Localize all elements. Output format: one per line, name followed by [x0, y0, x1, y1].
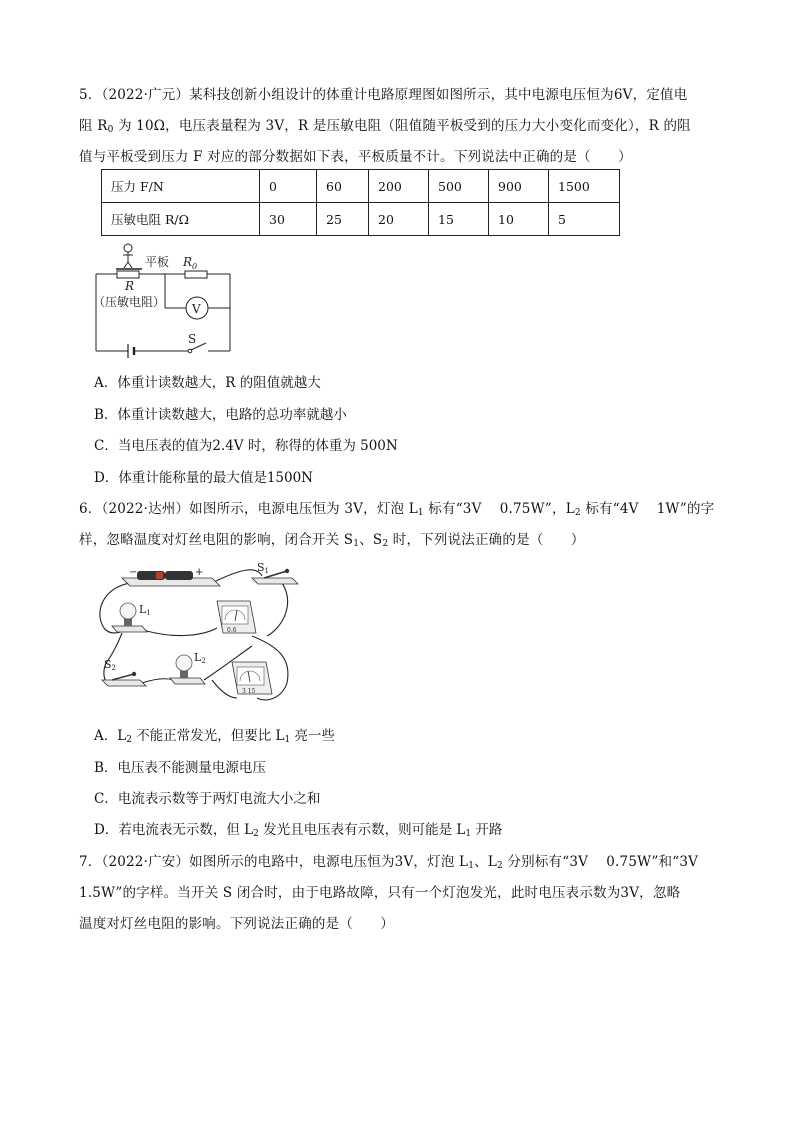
l1-sub: 1 [146, 609, 151, 617]
l1-label [139, 603, 151, 617]
q5-sub: 0 [107, 125, 114, 135]
table-cell: 0 [260, 170, 317, 203]
q7-stem-line1 [79, 850, 698, 871]
q6-option-c[interactable]: C．电流表示数等于两灯电流大小之和 [94, 791, 321, 807]
q5-option-b[interactable]: B．体重计读数越大，电路的总功率就越小 [94, 407, 347, 423]
q5-text: 阻 R [79, 118, 108, 134]
r-caption: （压敏电阻） [93, 295, 166, 309]
q6-option-text: 发光且电压表有示数，则可能是 L [258, 822, 466, 838]
q6-stem-line2 [79, 528, 585, 549]
q7-sub: 1 [468, 861, 475, 871]
person-head-icon [124, 244, 132, 252]
table-cell: 25 [317, 203, 369, 236]
r-label: R [125, 279, 135, 293]
q6-text: 6．（2022·达州）如图所示，电源电压恒为 3V，灯泡 L [79, 501, 418, 517]
q6-stem-line1 [79, 497, 714, 518]
battery-minus-label: − [129, 567, 138, 578]
table-row [102, 203, 620, 236]
q6-option-text: D．若电流表无示数，但 L [94, 822, 254, 838]
table-cell: 10 [489, 203, 549, 236]
table-cell: 60 [317, 170, 369, 203]
table-cell: 1500 [549, 170, 620, 203]
q6-option-text: 开路 [471, 822, 503, 838]
s1-label [257, 561, 269, 575]
table-cell: 5 [549, 203, 620, 236]
q7-text: 7．（2022·广安）如图所示的电路中，电源电压恒为3V，灯泡 L [79, 854, 469, 870]
r0-sub: 0 [192, 262, 198, 271]
q7-stem-line3: 温度对灯丝电阻的影响。下列说法正确的是（ ） [79, 916, 395, 932]
switch-label: S [188, 332, 197, 346]
q6-sub: 1 [353, 539, 360, 549]
q7-text: 分别标有“3V 0.75W”和“3V [502, 854, 699, 870]
q5-stem-line2 [79, 114, 691, 135]
table-cell: 30 [260, 203, 317, 236]
q6-option-d[interactable] [94, 818, 502, 839]
q6-option-sub: 2 [126, 735, 132, 745]
q6-sub: 2 [574, 508, 581, 518]
q7-text: 、L [474, 854, 497, 870]
table-row-label: 压敏电阻 R/Ω [102, 203, 260, 236]
q6-text: 、S [359, 532, 383, 548]
r0-label [182, 255, 197, 271]
l2-sub: 2 [201, 657, 206, 665]
l2-label [194, 651, 206, 665]
q6-option-sub: 1 [465, 829, 472, 839]
q6-option-sub: 1 [284, 735, 291, 745]
q6-option-a[interactable] [94, 724, 335, 745]
l1-letter: L [139, 603, 147, 616]
q6-text: 标有“3V 0.75W”，L [423, 501, 575, 517]
q6-option-text: 亮一些 [290, 728, 336, 744]
q6-option-text: A．L [94, 728, 127, 744]
table-cell: 500 [429, 170, 489, 203]
fixed-resistor-icon [185, 271, 207, 278]
q7-stem-line2: 1.5W”的字样。当开关 S 闭合时，由于电路故障，只有一个灯泡发光，此时电压表示数为3V，忽略 [79, 885, 681, 901]
q5-option-c[interactable]: C．当电压表的值为2.4V 时，称得的体重为 500N [94, 438, 398, 454]
r0-letter: R [183, 255, 193, 269]
table-cell: 200 [369, 170, 429, 203]
q5-option-a[interactable]: A．体重计读数越大，R 的阻值就越大 [94, 375, 321, 391]
table-cell: 900 [489, 170, 549, 203]
s1-letter: S [257, 561, 265, 574]
voltmeter-label: V [192, 302, 201, 316]
q6-option-sub: 2 [253, 829, 259, 839]
q6-text: 时，下列说法正确的是（ ） [388, 532, 585, 548]
scale-circuit-diagram [90, 240, 240, 358]
s2-sub: 2 [111, 664, 117, 672]
q6-sub: 1 [417, 508, 424, 518]
table-row [102, 170, 620, 203]
q5-option-d[interactable]: D．体重计能称量的最大值是1500N [94, 470, 313, 486]
q7-sub: 2 [497, 861, 503, 871]
table-cell: 20 [369, 203, 429, 236]
q6-option-b[interactable]: B．电压表不能测量电源电压 [94, 760, 266, 776]
table-row-label: 压力 F/N [102, 170, 260, 203]
battery-plus-label: + [195, 567, 204, 578]
q6-sub: 2 [382, 539, 389, 549]
q6-option-text: 不能正常发光，但要比 L [131, 728, 285, 744]
pressure-resistance-table [101, 169, 620, 236]
s1-sub: 1 [264, 567, 270, 575]
q5-stem-line1: 5．（2022·广元）某科技创新小组设计的体重计电路原理图如图所示，其中电源电压恒为6V，定值电 [79, 87, 688, 103]
switch-s2-icon [102, 672, 146, 686]
q6-text: 样，忽略温度对灯丝电阻的影响，闭合开关 S [79, 532, 354, 548]
q5-stem-line3: 值与平板受到压力 F 对应的部分数据如下表，平板质量不计。下列说法中正确的是（ ） [79, 149, 632, 165]
pressure-resistor-icon [117, 271, 139, 278]
s2-label [104, 658, 116, 672]
s2-letter: S [104, 658, 112, 671]
voltmeter-scale-label: 3 15 [242, 688, 256, 695]
ammeter-scale-label: 0.6 [227, 627, 237, 634]
q5-text: 为 10Ω，电压表量程为 3V，R 是压敏电阻（阻值随平板受到的压力大小变化而变化），R 的阻 [113, 118, 691, 134]
table-cell: 15 [429, 203, 489, 236]
q6-circuit-illustration [92, 558, 302, 708]
l2-letter: L [194, 651, 202, 664]
q6-text: 标有“4V 1W”的字 [580, 501, 715, 517]
plate-label: 平板 [145, 255, 170, 269]
